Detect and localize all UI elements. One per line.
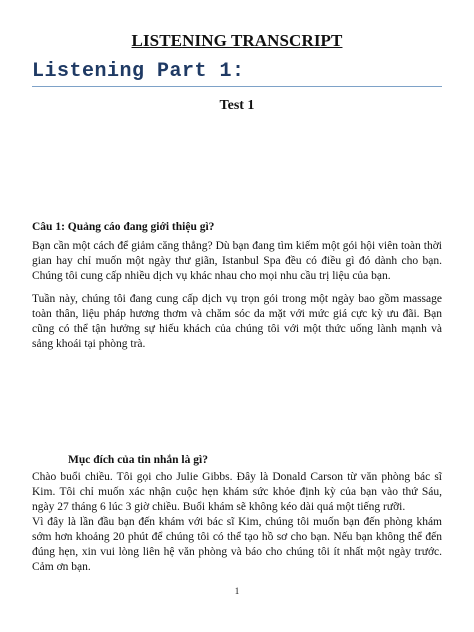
heading-divider — [32, 86, 442, 87]
part-heading: Listening Part 1: — [32, 60, 245, 83]
test-label: Test 1 — [219, 98, 255, 113]
question-1-paragraph-2: Tuần này, chúng tôi đang cung cấp dịch vụ trọn gói trong một ngày bao gồm massage toàn thân, liệu pháp hương thơm và chăm sóc da mặt với mức giá cực kỳ ưu đãi. Bạn cũng có thể tận hưởng sự hiếu khách của chúng tôi với một thức uống lành mạnh và sảng khoái tại phòng trà. — [32, 293, 442, 350]
question-1-paragraph-1: Bạn cần một cách để giảm căng thẳng? Dù bạn đang tìm kiếm một gói hội viên toàn thời gian hay chỉ muốn một ngày thư giãn, Istanbul Spa đều có điều gì đó dành cho bạn. Chúng tôi cung cấp nhiều dịch vụ khác nhau cho mọi nhu cầu trị liệu của bạn. — [32, 240, 442, 282]
question-1-title: Câu 1: Quảng cáo đang giới thiệu gì? — [32, 221, 215, 233]
question-2-title: Mục đích của tin nhắn là gì? — [68, 454, 208, 466]
document-title: LISTENING TRANSCRIPT — [131, 31, 343, 50]
question-2-paragraph-2: Vì đây là lần đầu bạn đến khám với bác sĩ Kim, chúng tôi muốn bạn đến phòng khám sớm hơn khoảng 20 phút để chúng tôi có thể tạo hồ sơ cho bạn. Nếu bạn không thể đến đúng hẹn, xin vui lòng liên hệ văn phòng và báo cho chúng tôi ít nhất một ngày trước. Cảm ơn bạn. — [32, 516, 442, 573]
page-number: 1 — [234, 586, 240, 596]
question-2-paragraph-1: Chào buổi chiều. Tôi gọi cho Julie Gibbs. Đây là Donald Carson từ văn phòng bác sĩ Kim. Tôi chỉ muốn xác nhận cuộc hẹn khám sức khỏe định kỳ của bạn vào thứ Sáu, ngày 27 tháng 6 lúc 3 giờ chiều. Buổi khám sẽ không kéo dài quá một tiếng rưỡi. — [32, 471, 442, 513]
